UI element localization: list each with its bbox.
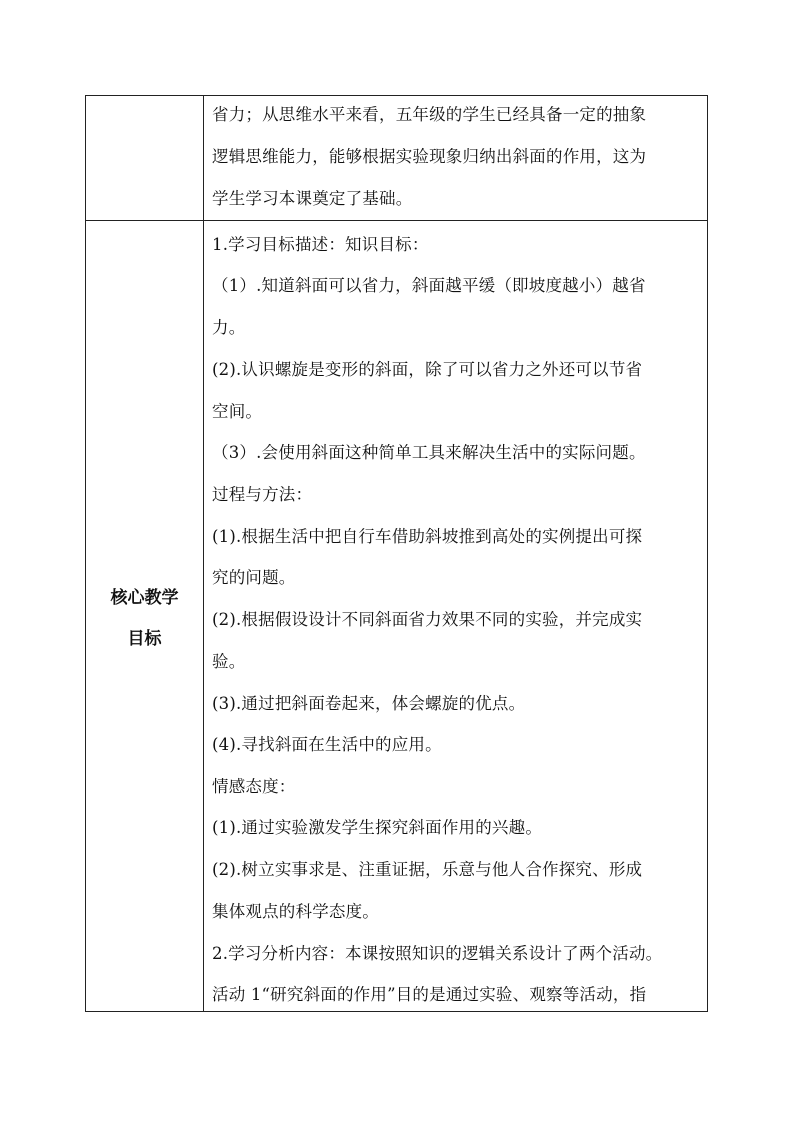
- row2-text-line: 2.学习分析内容：本课按照知识的逻辑关系设计了两个活动。: [212, 944, 663, 963]
- row2-text-line: 空间。: [212, 402, 263, 421]
- row2-text-line: (3).通过把斜面卷起来，体会螺旋的优点。: [212, 694, 526, 713]
- column-divider: [203, 96, 204, 1011]
- row1-text-line: 省力；从思维水平来看，五年级的学生已经具备一定的抽象: [212, 105, 647, 124]
- row2-label-line2: 目标: [127, 629, 162, 649]
- row2-text-line: (4).寻找斜面在生活中的应用。: [212, 735, 442, 754]
- row2-label-line1: 核心教学: [110, 588, 179, 608]
- lesson-plan-table: [85, 95, 708, 1012]
- row2-text-line: 集体观点的科学态度。: [212, 902, 379, 921]
- row1-text-line: 逻辑思维能力，能够根据实验现象归纳出斜面的作用，这为: [212, 147, 647, 166]
- row2-text-line: (1).根据生活中把自行车借助斜坡推到高处的实例提出可探: [212, 527, 643, 546]
- row2-text-line: 1.学习目标描述：知识目标：: [212, 235, 429, 254]
- row2-text-line: (2).认识螺旋是变形的斜面，除了可以省力之外还可以节省: [212, 360, 643, 379]
- row2-text-line: 力。: [212, 318, 246, 337]
- row2-text-line: 验。: [212, 652, 246, 671]
- row2-text-line: （1）.知道斜面可以省力，斜面越平缓（即坡度越小）越省: [212, 276, 646, 295]
- row2-text-line: (2).根据假设设计不同斜面省力效果不同的实验，并完成实: [212, 610, 643, 629]
- row-divider: [86, 220, 707, 221]
- row2-text-line: 情感态度：: [212, 777, 296, 796]
- row2-text-line: 活动 1“研究斜面的作用”目的是通过实验、观察等活动，指: [212, 985, 647, 1004]
- row2-text-line: (1).通过实验激发学生探究斜面作用的兴趣。: [212, 818, 543, 837]
- row2-text-line: （3）.会使用斜面这种简单工具来解决生活中的实际问题。: [212, 443, 646, 462]
- row1-text-line: 学生学习本课奠定了基础。: [212, 189, 413, 208]
- row2-text-line: 过程与方法：: [212, 485, 313, 504]
- row2-text-line: (2).树立实事求是、注重证据，乐意与他人合作探究、形成: [212, 860, 643, 879]
- row2-text-line: 究的问题。: [212, 568, 296, 587]
